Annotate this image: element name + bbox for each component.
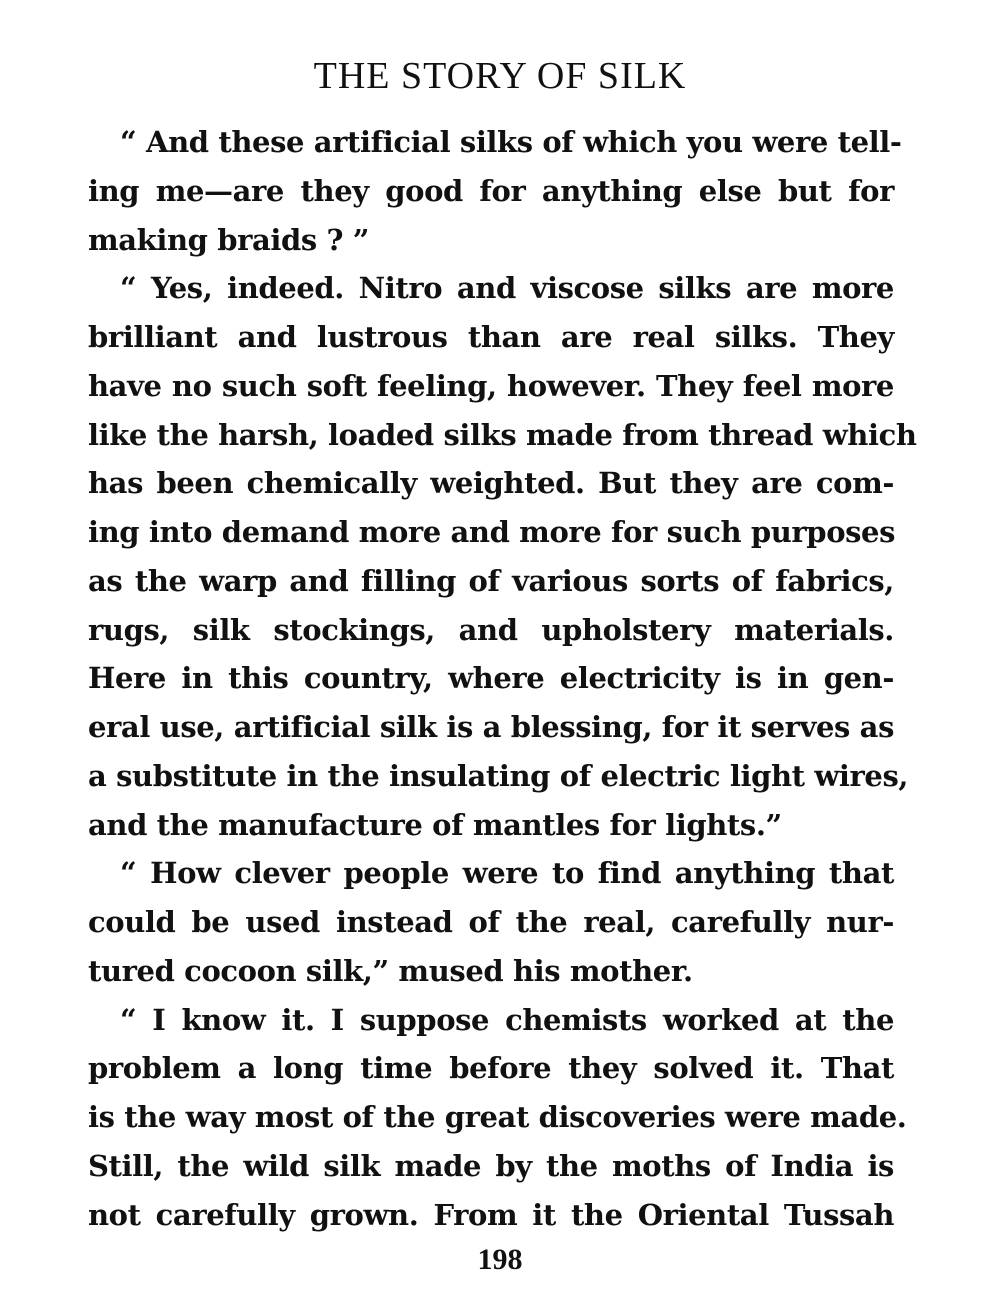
text-line: “ How clever people were to find anything that bbox=[120, 856, 894, 891]
text-line: problem a long time before they solved it. That bbox=[88, 1051, 894, 1086]
text-line: ing into demand more and more for such purposes bbox=[88, 515, 896, 549]
text-line: brilliant and lustrous than are real silks. They bbox=[88, 320, 894, 354]
text-line: a substitute in the insulating of electric light wires, bbox=[88, 758, 909, 793]
paragraph-3 bbox=[88, 849, 894, 995]
text-line: tured cocoon silk,” mused his mother. bbox=[88, 953, 693, 988]
page-number: 198 bbox=[477, 1243, 523, 1276]
text-line: Here in this country, where electricity is in gen- bbox=[88, 661, 894, 696]
text-line: ing me—are they good for anything else but for bbox=[88, 173, 894, 208]
text-line: making braids ? ” bbox=[88, 222, 370, 257]
text-line: “ And these artificial silks of which you were tell- bbox=[120, 125, 902, 159]
text-line: not carefully grown. From it the Oriental Tussah bbox=[88, 1197, 894, 1232]
text-line: and the manufacture of mantles for lights.” bbox=[88, 807, 782, 842]
paragraph-2 bbox=[88, 264, 917, 849]
text-line: have no such soft feeling, however. They feel more bbox=[88, 368, 894, 403]
text-line: “ Yes, indeed. Nitro and viscose silks are more bbox=[120, 271, 894, 306]
text-line: “ I know it. I suppose chemists worked at the bbox=[120, 1002, 894, 1037]
text-line: eral use, artificial silk is a blessing, for it serves as bbox=[88, 710, 894, 744]
paragraph-4 bbox=[88, 996, 907, 1240]
text-line: could be used instead of the real, carefully nur- bbox=[88, 905, 894, 939]
text-line: rugs, silk stockings, and upholstery materials. bbox=[88, 612, 894, 647]
paragraph-1 bbox=[88, 118, 902, 264]
text-line: Still, the wild silk made by the moths of India is bbox=[88, 1148, 894, 1183]
running-head: THE STORY OF SILK bbox=[313, 55, 687, 97]
text-line: as the warp and filling of various sorts of fabrics, bbox=[88, 563, 894, 598]
text-line: has been chemically weighted. But they are com- bbox=[88, 466, 894, 501]
text-line: like the harsh, loaded silks made from thread which bbox=[88, 417, 917, 452]
text-line: is the way most of the great discoveries were made. bbox=[88, 1100, 907, 1134]
body-text bbox=[88, 118, 917, 1239]
